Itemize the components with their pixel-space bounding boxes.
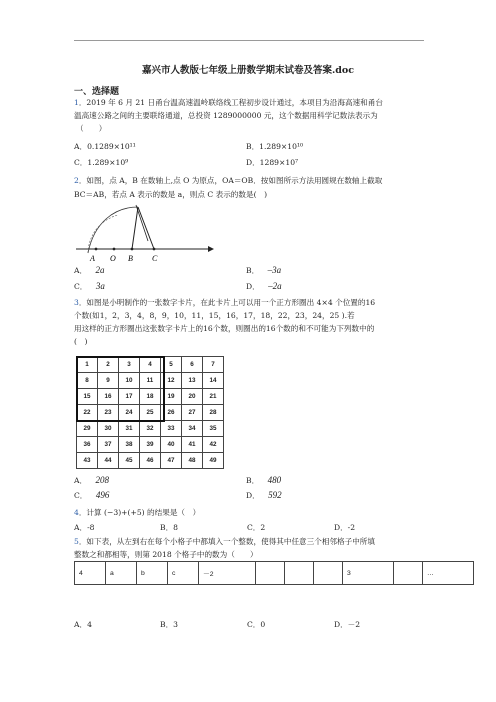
- grid-cell: 15: [77, 389, 98, 405]
- sequence-cell: [314, 562, 343, 585]
- grid-cell: 11: [140, 373, 161, 389]
- question-2-line-1: [74, 175, 382, 186]
- grid-cell: 41: [182, 437, 203, 453]
- grid-cell: 2: [98, 357, 119, 373]
- q2-option-c-letter: C．: [74, 282, 88, 291]
- grid-cell: 48: [182, 453, 203, 469]
- sequence-cell: …: [423, 562, 474, 585]
- number-card: [76, 356, 224, 469]
- point-a-label: A: [90, 254, 95, 263]
- sequence-cell: [256, 562, 285, 585]
- sequence-table: [74, 561, 474, 585]
- question-4-line: [74, 507, 200, 518]
- grid-cell: 24: [119, 405, 140, 421]
- sequence-cell: [394, 562, 423, 585]
- grid-cell: 30: [98, 421, 119, 437]
- q1-option-d: D．1289×10⁷: [246, 158, 299, 167]
- q4-option-b: B．8: [160, 523, 179, 532]
- header-rule: [74, 40, 424, 41]
- q4-option-a: A．-8: [74, 523, 95, 532]
- q3-option-b-value: 480: [267, 475, 282, 485]
- sequence-cell: b: [137, 562, 168, 585]
- question-5-text-2: 整数之和都相等，则第 2018 个格子中的数为（ ）: [74, 550, 258, 559]
- question-3-line-1: [74, 297, 375, 308]
- sequence-cell: 4: [75, 562, 106, 585]
- q5-option-c: C．0: [247, 620, 266, 629]
- grid-cell: 21: [203, 389, 224, 405]
- q2-option-c-value: 3a: [95, 281, 105, 291]
- sequence-cell: －2: [199, 562, 256, 585]
- q3-option-b: [246, 475, 281, 486]
- question-2-text-2: BC＝AB，若点 A 表示的数是 a，则点 C 表示的数是( ): [74, 190, 268, 199]
- q5-option-a: A．4: [74, 620, 92, 629]
- highlight-square: [76, 356, 165, 422]
- grid-cell: 25: [140, 405, 161, 421]
- grid-cell: 39: [140, 437, 161, 453]
- q4-option-c: C．2: [247, 523, 266, 532]
- question-1-text-2: 温高速公路之间的主要联络通道，总投资 1289000000 元，这个数据用科学记数法表示为: [74, 111, 378, 120]
- q2-option-d-value: –2a: [268, 281, 282, 291]
- question-2-number: 2: [74, 176, 79, 185]
- q3-option-c-letter: C．: [74, 491, 88, 500]
- document-title: 嘉兴市人教版七年级上册数学期末试卷及答案.doc: [141, 65, 355, 76]
- grid-cell: 1: [77, 357, 98, 373]
- number-line-figure: [74, 203, 214, 265]
- q1-option-a: A．0.1289×10¹¹: [74, 142, 136, 151]
- q5-option-b: B．3: [160, 620, 179, 629]
- question-3-text-2: 个数(如1，2，3，4，8，9，10，11，15，16，17，18，22，23，24，25 ).若: [74, 311, 355, 320]
- grid-cell: 35: [203, 421, 224, 437]
- sequence-cell: c: [168, 562, 199, 585]
- grid-cell: 37: [98, 437, 119, 453]
- grid-cell: 12: [161, 373, 182, 389]
- question-3-paren: ( ): [74, 337, 88, 346]
- q2-option-a-letter: A．: [74, 266, 88, 275]
- grid-cell: 36: [77, 437, 98, 453]
- grid-cell: 18: [140, 389, 161, 405]
- question-2-text-1: ．如图，点 A，B 在数轴上,点 O 为原点，OA＝OB．按如图所示方法用圆规在数轴上截取: [78, 176, 383, 185]
- q3-option-a: [74, 475, 109, 486]
- grid-cell: 47: [161, 453, 182, 469]
- q2-option-d: [246, 281, 282, 292]
- point-c-label: C: [152, 254, 158, 263]
- section-heading: 一、选择题: [74, 87, 120, 97]
- grid-cell: 26: [161, 405, 182, 421]
- q2-option-b-value: –3a: [267, 265, 282, 275]
- grid-cell: 27: [182, 405, 203, 421]
- grid-cell: 28: [203, 405, 224, 421]
- question-5-number: 5: [74, 537, 79, 546]
- grid-cell: 10: [119, 373, 140, 389]
- q2-option-a-value: 2a: [95, 265, 105, 275]
- point-o-label: O: [110, 254, 116, 263]
- grid-cell: 14: [203, 373, 224, 389]
- question-5-line-1: [74, 536, 375, 547]
- grid-cell: 33: [161, 421, 182, 437]
- q1-option-b: B．1.289×10¹⁰: [246, 142, 304, 151]
- q3-option-d-value: 592: [268, 490, 282, 500]
- question-4-number: 4: [74, 508, 79, 517]
- question-3-text-3: 用这样的正方形圈出这张数字卡片上的16个数，则圈出的16个数的和不可能为下列数中的: [74, 324, 375, 333]
- sequence-cell: a: [106, 562, 137, 585]
- grid-cell: 19: [161, 389, 182, 405]
- question-1-line-1: [74, 97, 383, 108]
- question-3-text-1: ．如图是小明制作的一张数字卡片，在此卡片上可以用一个正方形圈出 4×4 个位置的16: [78, 298, 376, 307]
- grid-cell: 7: [203, 357, 224, 373]
- q5-option-d: D．－2: [334, 620, 361, 629]
- grid-cell: 34: [182, 421, 203, 437]
- point-b-label: B: [128, 254, 133, 263]
- q3-option-c-value: 496: [95, 490, 110, 500]
- q1-option-c: C．1.289×10⁹: [74, 158, 129, 167]
- grid-cell: 4: [140, 357, 161, 373]
- grid-row: [77, 421, 224, 437]
- grid-cell: 6: [182, 357, 203, 373]
- grid-cell: 31: [119, 421, 140, 437]
- q3-option-d: [246, 490, 282, 501]
- q4-option-d: D．-2: [334, 523, 356, 532]
- q3-option-b-letter: B．: [246, 476, 260, 485]
- question-4-text: ．计算 (−3)+(+5) 的结果是（ ）: [78, 508, 201, 517]
- q3-option-d-letter: D．: [246, 491, 260, 500]
- q2-option-b-letter: B．: [246, 266, 260, 275]
- q3-option-c: [74, 490, 109, 501]
- q3-option-a-value: 208: [95, 475, 109, 485]
- q2-option-d-letter: D．: [246, 282, 260, 291]
- grid-cell: 22: [77, 405, 98, 421]
- grid-cell: 5: [161, 357, 182, 373]
- question-1-text-1: ．2019 年 6 月 21 日甬台温高速温岭联络线工程初步设计通过，本项目为沿海高速和甬台: [78, 98, 383, 107]
- grid-cell: 43: [77, 453, 98, 469]
- grid-cell: 13: [182, 373, 203, 389]
- grid-cell: 29: [77, 421, 98, 437]
- question-1-paren: （ ）: [76, 124, 107, 133]
- q2-option-a: [74, 265, 105, 276]
- grid-cell: 16: [98, 389, 119, 405]
- grid-cell: 40: [161, 437, 182, 453]
- grid-cell: 38: [119, 437, 140, 453]
- question-1-number: 1: [74, 98, 79, 107]
- grid-cell: 23: [98, 405, 119, 421]
- q3-option-a-letter: A．: [74, 476, 88, 485]
- grid-cell: 45: [119, 453, 140, 469]
- grid-cell: 49: [203, 453, 224, 469]
- grid-cell: 8: [77, 373, 98, 389]
- q2-option-c: [74, 281, 105, 292]
- grid-cell: 44: [98, 453, 119, 469]
- grid-cell: 32: [140, 421, 161, 437]
- question-3-number: 3: [74, 298, 79, 307]
- grid-cell: 20: [182, 389, 203, 405]
- sequence-cell: 3: [343, 562, 394, 585]
- grid-row: [77, 437, 224, 453]
- sequence-cell: [285, 562, 314, 585]
- q2-option-b: [246, 265, 281, 276]
- grid-cell: 3: [119, 357, 140, 373]
- grid-cell: 46: [140, 453, 161, 469]
- grid-cell: 17: [119, 389, 140, 405]
- grid-cell: 9: [98, 373, 119, 389]
- question-5-text-1: ．如下表，从左到右在每个小格子中都填入一个整数，使得其中任意三个相邻格子中所填: [78, 537, 375, 546]
- sequence-row: [75, 562, 474, 585]
- grid-row: [77, 453, 224, 469]
- grid-cell: 42: [203, 437, 224, 453]
